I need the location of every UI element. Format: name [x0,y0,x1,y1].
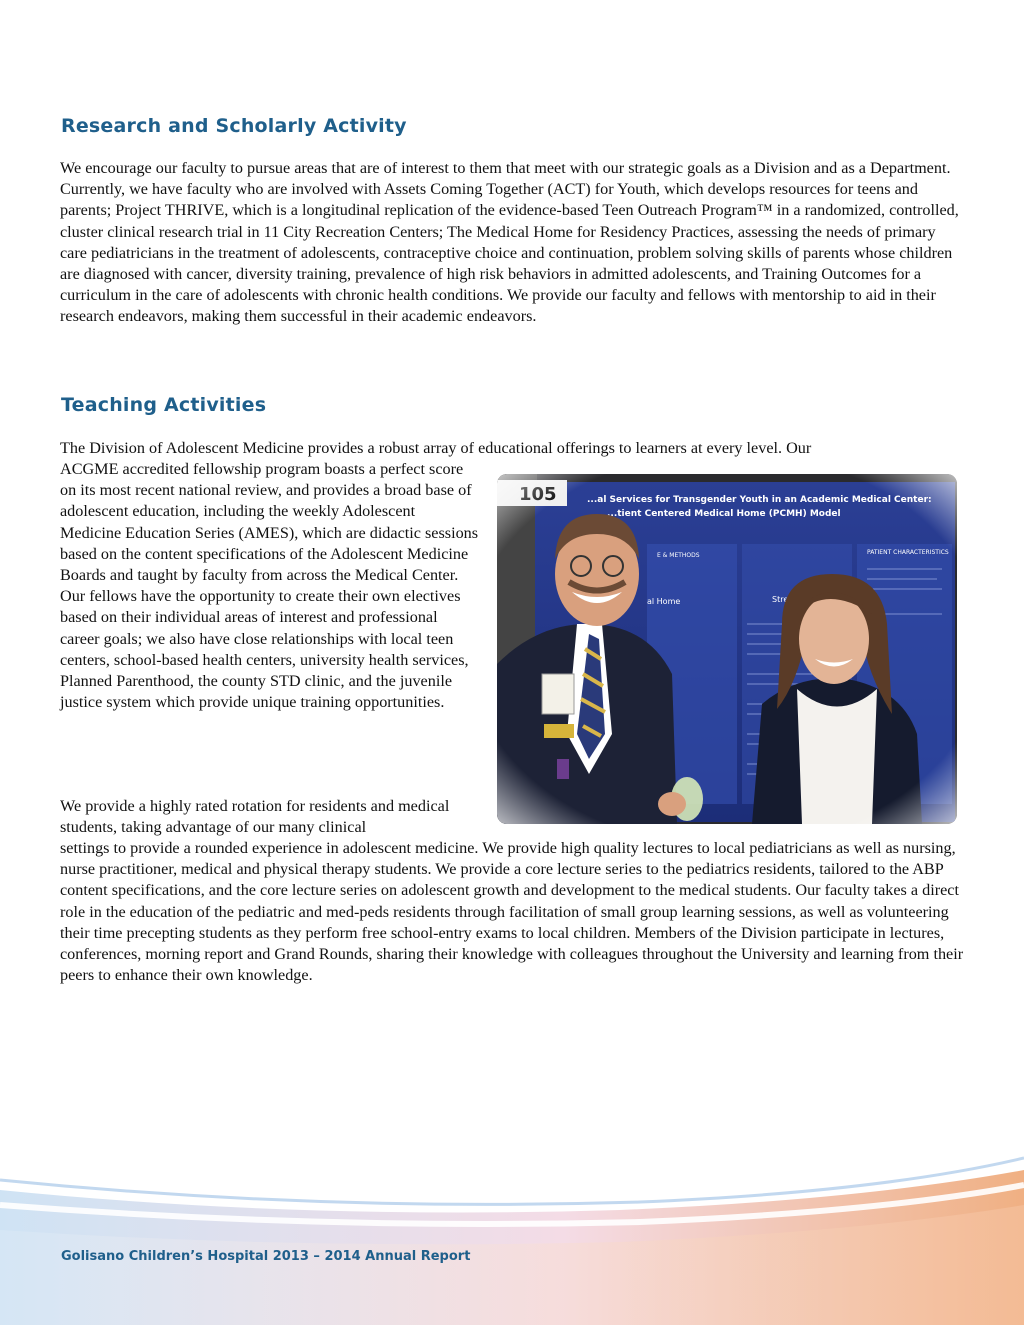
teaching-fellowship-paragraph: ACGME accredited fellowship program boasts a perfect score on its most recent national review, and provides a broad base of adolescent education, including the weekly Adolescent Medicine Education Series (AMES), which are didactic sessions based on the content specifications of the Adolescent Medicine Boards and taught by faculty from across the Medical Center. Our fellows have the opportunity to create their own electives based on their individual areas of interest and professional career goals; we also have close relationships with local teen centers, school-based health centers, university health services, Planned Parenthood, the county STD clinic, and the juvenile justice system which provide unique training opportunities. [60,460,479,712]
teaching-heading: Teaching Activities [61,394,267,416]
research-paragraph: We encourage our faculty to pursue areas that are of interest to them that meet with our strategic goals as a Division and as a Department. Currently, we have faculty who are involved with Assets Coming Together (ACT) for Youth, which develops resources for teens and parents; Project THRIVE, which is a longitudinal replication of the evidence-based Teen Outreach Program™ in a randomized, controlled, cluster clinical research trial in 11 City Recreation Centers; The Medical Home for Residency Practices, assessing the needs of primary care pediatricians in the treatment of adolescents, contraceptive choice and continuation, problem solving skills of parents whose children are diagnosed with cancer, diversity training, prevalence of high risk behaviors in admitted adolescents, and Training Outcomes for a curriculum in the care of adolescents with chronic health conditions. We provide our faculty and fellows with mentorship to aid in their research endeavors, making them successful in their academic endeavors. [60,159,959,326]
rotation-paragraph-rest: settings to provide a rounded experience in adolescent medicine. We provide high quality lectures to local pediatricians as well as nursing, nurse practitioner, medical and physical therapy students. We provide a core lecture series to the pediatrics residents, tailored to the ABP content specifications, and the core lecture series on adolescent growth and development to the medical students. Our faculty takes a direct role in the education of the pediatric and med-peds residents through facilitation of small group learning sessions, as well as volunteering their time precepting students as they perform free school-entry exams to local children. Members of the Division participate in lectures, conferences, morning report and Grand Rounds, sharing their knowledge with colleagues throughout the University and learning from their peers to enhance their own knowledge. [60,839,964,985]
footer-swoosh-graphic [0,1150,1024,1325]
research-heading: Research and Scholarly Activity [61,115,407,137]
rotation-paragraph-start: We provide a highly rated rotation for residents and medical students, taking advantage of our many clinical [60,797,450,837]
conference-photo-illustration [497,474,957,824]
conference-photo [497,474,957,824]
teaching-intro-line: The Division of Adolescent Medicine provides a robust array of educational offerings to learners at every level. Our [60,439,812,457]
footer-report-title: Golisano Children’s Hospital 2013 – 2014 Annual Report [61,1249,471,1264]
